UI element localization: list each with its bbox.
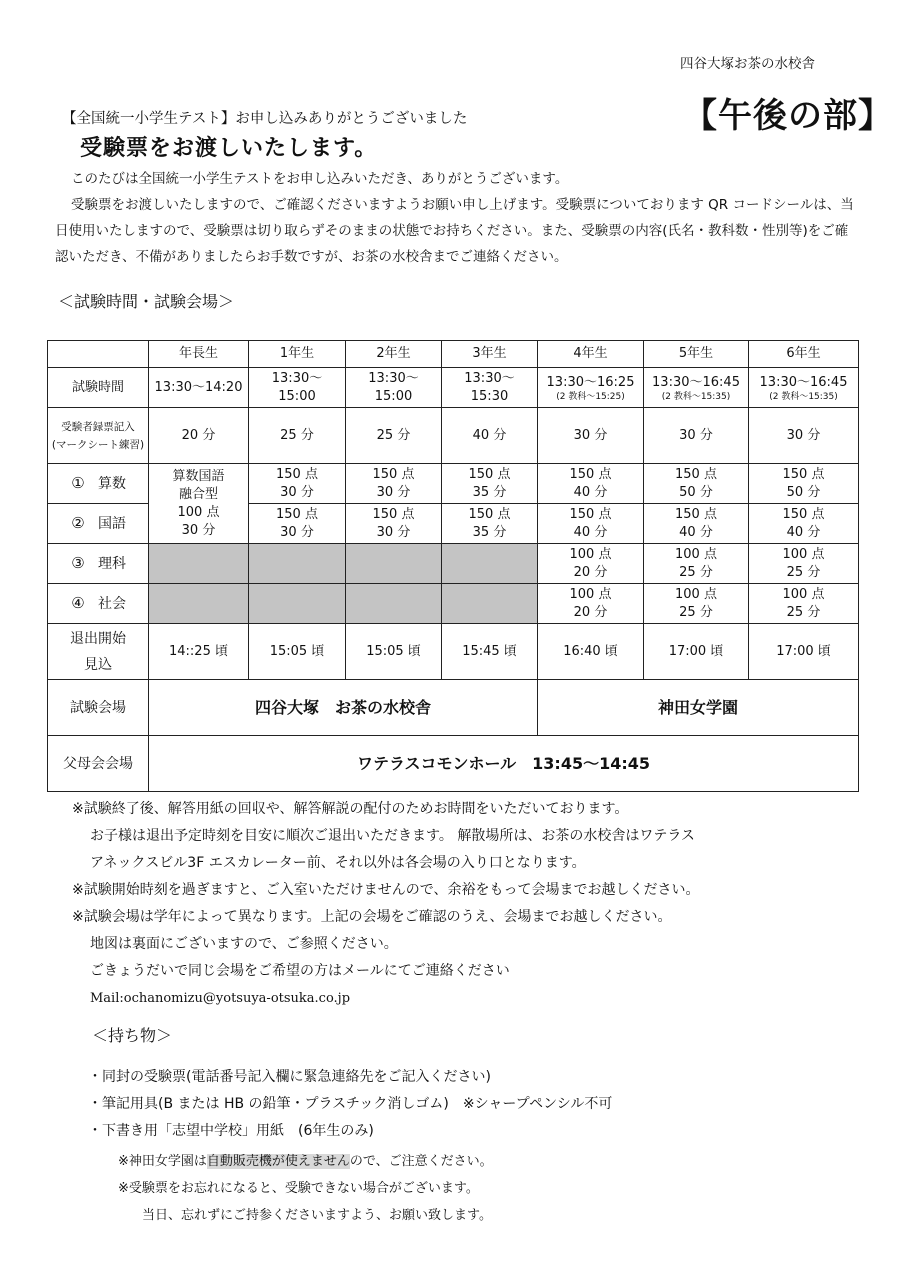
exit-time-cell: 16:40 頃 [538, 624, 644, 680]
note-3-siblings: ごきょうだいで同じ会場をご希望の方はメールにてご連絡ください [90, 963, 510, 979]
points: 150 点 [569, 466, 612, 482]
grade-header: 4年生 [538, 341, 644, 368]
score-cell [749, 584, 859, 624]
parents-row [48, 736, 859, 792]
minutes: 35 分 [472, 484, 507, 500]
note-2: ※試験開始時刻を過ぎますと、ご入室いただけませんので、余裕をもって会場までお越しください。 [72, 882, 700, 898]
points: 100 点 [782, 546, 825, 562]
parents-venue-label: 父母会会場 [48, 736, 149, 792]
belongings-item: ・筆記用具(B または HB の鉛筆・プラスチック消しゴム) ※シャープペンシル不可 [88, 1096, 613, 1112]
grade-header: 3年生 [442, 341, 538, 368]
exam-time-cell [442, 368, 538, 408]
schedule-table [47, 340, 859, 792]
caution-vending-post: ので、ご注意ください。 [349, 1154, 493, 1169]
exit-time-cell: 17:00 頃 [644, 624, 749, 680]
prep-cell: 25 分 [346, 408, 442, 464]
caution-bring: 当日、忘れずにご持参くださいますよう、お願い致します。 [142, 1208, 492, 1223]
math-row [48, 464, 859, 504]
exam-time-label: 試験時間 [48, 368, 149, 408]
belongings-item: ・同封の受験票(電話番号記入欄に緊急連絡先をご記入ください) [88, 1069, 491, 1085]
science-row [48, 544, 859, 584]
score-cell [644, 584, 749, 624]
intro-text [55, 166, 855, 270]
points: 150 点 [675, 506, 717, 522]
notes [72, 796, 872, 1012]
note-3-map: 地図は裏面にございますので、ご参照ください。 [90, 936, 398, 952]
points: 150 点 [276, 506, 318, 522]
contact-mail: Mail:ochanomizu@yotsuya-otsuka.co.jp [90, 991, 351, 1006]
exam-time-cell: 13:30〜14:20 [149, 368, 249, 408]
prep-cell: 30 分 [749, 408, 859, 464]
exit-time-cell: 17:00 頃 [749, 624, 859, 680]
time-two-subject: (2 教科〜15:35) [661, 391, 731, 402]
exam-time-row [48, 368, 859, 408]
exit-label [48, 624, 149, 680]
not-applicable-cell [149, 584, 249, 624]
score-cell [749, 544, 859, 584]
thanks-line: 【全国統一小学生テスト】お申し込みありがとうございました [62, 111, 468, 127]
grade-header: 2年生 [346, 341, 442, 368]
note-1-continued: アネックスビル3F エスカレーター前、それ以外は各会場の入り口となります。 [90, 855, 586, 871]
grade-header: 5年生 [644, 341, 749, 368]
time-two-subject: (2 教科〜15:25) [556, 391, 625, 402]
math-label [48, 464, 149, 504]
belongings-title: ＜持ち物＞ [92, 1026, 173, 1045]
minutes: 25 分 [786, 564, 821, 580]
intro-paragraph-1: このたびは全国統一小学生テストをお申し込みいただき、ありがとうございます。 [71, 171, 569, 187]
venue-row [48, 680, 859, 736]
japanese-label [48, 504, 149, 544]
exit-label-line: 見込 [84, 656, 112, 673]
exit-time-cell: 14::25 頃 [149, 624, 249, 680]
parents-venue: ワテラスコモンホール 13:45〜14:45 [149, 736, 859, 792]
time-end: 15:00 [278, 388, 316, 404]
science-label [48, 544, 149, 584]
score-cell [538, 584, 644, 624]
exam-time-cell [346, 368, 442, 408]
minutes: 20 分 [573, 564, 608, 580]
score-cell [644, 544, 749, 584]
prep-label-main: 受験者録票記入 [61, 420, 135, 433]
time-end: 15:00 [374, 388, 413, 404]
not-applicable-cell [149, 544, 249, 584]
not-applicable-cell [442, 544, 538, 584]
social-row [48, 584, 859, 624]
prep-cell: 30 分 [644, 408, 749, 464]
grade-header: 年長生 [149, 341, 249, 368]
score-cell [442, 504, 538, 544]
score-cell [538, 504, 644, 544]
points: 150 点 [468, 466, 511, 482]
note-3: ※試験会場は学年によって異なります。上記の会場をご確認のうえ、会場までお越しください。 [72, 909, 672, 925]
belongings-list [88, 1064, 868, 1145]
prep-cell: 40 分 [442, 408, 538, 464]
not-applicable-cell [249, 544, 346, 584]
minutes: 50 分 [786, 484, 821, 500]
points: 150 点 [372, 466, 415, 482]
time-range: 13:30〜16:45 [759, 374, 848, 390]
points: 100 点 [675, 586, 717, 602]
exam-time-cell [249, 368, 346, 408]
time-end: 15:30 [470, 388, 509, 404]
score-cell [346, 464, 442, 504]
minutes: 30 分 [280, 484, 314, 500]
subject-name: 社会 [98, 595, 126, 612]
subject-number: ③ [71, 553, 85, 572]
social-label [48, 584, 149, 624]
subject-name: 国語 [98, 515, 126, 532]
points: 150 点 [569, 506, 612, 522]
not-applicable-cell [346, 584, 442, 624]
grade-header: 1年生 [249, 341, 346, 368]
exit-time-cell: 15:45 頃 [442, 624, 538, 680]
venue-label: 試験会場 [48, 680, 149, 736]
subject-number: ② [71, 513, 85, 532]
time-two-subject: (2 教科〜15:35) [769, 391, 838, 402]
exam-time-cell [749, 368, 859, 408]
points: 150 点 [782, 506, 825, 522]
points: 100 点 [569, 546, 612, 562]
minutes: 25 分 [679, 604, 713, 620]
minutes: 40 分 [786, 524, 821, 540]
prep-label-sub: (マークシート練習) [51, 438, 145, 451]
kinder-line: 算数国語 [172, 468, 225, 484]
minutes: 50 分 [679, 484, 713, 500]
score-cell [538, 544, 644, 584]
minutes: 40 分 [573, 484, 608, 500]
headline: 受験票をお渡しいたします。 [80, 136, 378, 161]
caution-vending-pre: ※神田女学園は [118, 1154, 207, 1169]
prep-cell: 30 分 [538, 408, 644, 464]
caution-vending-highlight: 自動販売機が使えません [206, 1154, 350, 1169]
score-cell [442, 464, 538, 504]
kinder-line: 100 点 [177, 504, 220, 520]
note-1-continued: お子様は退出予定時刻を目安に順次ご退出いただきます。 解散場所は、お茶の水校舎はワテラス [90, 828, 695, 844]
caution-ticket: ※受験票をお忘れになると、受験できない場合がございます。 [118, 1181, 479, 1196]
grade-header-row [48, 341, 859, 368]
venue-upper-grades: 神田女学園 [538, 680, 859, 736]
school-name: 四谷大塚お茶の水校舎 [680, 56, 815, 72]
exit-label-line: 退出開始 [70, 630, 126, 647]
points: 150 点 [468, 506, 511, 522]
minutes: 25 分 [786, 604, 821, 620]
minutes: 40 分 [679, 524, 713, 540]
exit-row [48, 624, 859, 680]
corner-cell [48, 341, 149, 368]
note-1: ※試験終了後、解答用紙の回収や、解答解説の配付のためお時間をいただいております。 [72, 801, 629, 817]
points: 100 点 [782, 586, 825, 602]
prep-row [48, 408, 859, 464]
subject-number: ④ [71, 593, 85, 612]
minutes: 40 分 [573, 524, 608, 540]
points: 100 点 [675, 546, 717, 562]
points: 150 点 [782, 466, 825, 482]
points: 150 点 [372, 506, 415, 522]
minutes: 35 分 [472, 524, 507, 540]
time-start: 13:30〜 [271, 370, 323, 386]
subject-number: ① [71, 473, 85, 492]
time-start: 13:30〜 [368, 370, 419, 386]
score-cell [249, 504, 346, 544]
time-range: 13:30〜16:25 [546, 374, 635, 390]
grade-header: 6年生 [749, 341, 859, 368]
not-applicable-cell [249, 584, 346, 624]
exit-time-cell: 15:05 頃 [346, 624, 442, 680]
score-cell [249, 464, 346, 504]
subject-name: 理科 [98, 555, 126, 572]
kinder-line: 融合型 [178, 486, 218, 502]
session-label: 【午後の部】 [683, 96, 893, 136]
minutes: 25 分 [679, 564, 713, 580]
exam-time-cell [644, 368, 749, 408]
points: 150 点 [675, 466, 717, 482]
prep-cell: 25 分 [249, 408, 346, 464]
belongings-item: ・下書き用「志望中学校」用紙 (6年生のみ) [88, 1123, 374, 1139]
prep-cell: 20 分 [149, 408, 249, 464]
minutes: 30 分 [280, 524, 314, 540]
minutes: 30 分 [376, 484, 411, 500]
prep-label [48, 408, 149, 464]
points: 150 点 [276, 466, 318, 482]
exam-time-cell [538, 368, 644, 408]
caution-vending [118, 1148, 858, 1175]
intro-paragraph-2: 受験票をお渡しいたしますので、ご確認くださいますようお願い申し上げます。受験票についております QR コードシールは、当日使用いたしますので、受験票は切り取らずそのままの状態でお持ちください。また、受験票の内容(氏名・教科数・性別等)をご確認いただき、不備がありましたらお手数ですが、お茶の水校舎までご連絡ください。 [55, 197, 854, 265]
time-range: 13:30〜16:45 [652, 374, 740, 390]
cautions [118, 1148, 858, 1229]
score-cell [346, 504, 442, 544]
venue-lower-grades: 四谷大塚 お茶の水校舎 [149, 680, 538, 736]
subject-name: 算数 [98, 475, 126, 492]
score-cell [749, 504, 859, 544]
kinder-line: 30 分 [181, 522, 216, 538]
minutes: 20 分 [573, 604, 608, 620]
minutes: 30 分 [376, 524, 411, 540]
exit-time-cell: 15:05 頃 [249, 624, 346, 680]
score-cell [538, 464, 644, 504]
not-applicable-cell [442, 584, 538, 624]
schedule-section-title: ＜試験時間・試験会場＞ [58, 292, 235, 311]
kinder-combined-cell [149, 464, 249, 544]
not-applicable-cell [346, 544, 442, 584]
score-cell [644, 464, 749, 504]
points: 100 点 [569, 586, 612, 602]
score-cell [749, 464, 859, 504]
time-start: 13:30〜 [464, 370, 515, 386]
score-cell [644, 504, 749, 544]
